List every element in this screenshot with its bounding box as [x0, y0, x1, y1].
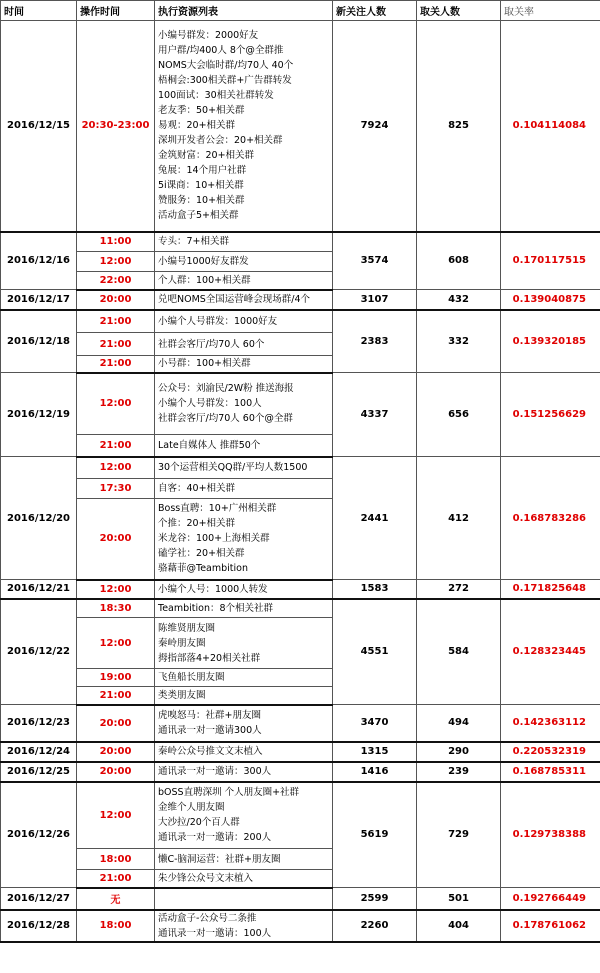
table-row [1, 782, 600, 849]
unfollow-cell: 825 [417, 21, 501, 232]
resource-line: Boss直聘：10+广州相关群 [158, 503, 277, 515]
unfollow-cell: 729 [417, 782, 501, 888]
resources-cell [155, 21, 333, 232]
resource-line: 30个运营相关QQ群/平均人数1500 [158, 462, 308, 474]
rate-cell: 0.192766449 [501, 888, 600, 910]
time-cell: 21:00 [77, 870, 155, 888]
time-cell: 22:00 [77, 272, 155, 290]
resource-line: 类类朋友圈 [158, 689, 206, 701]
resources-cell [155, 290, 333, 310]
time-cell: 12:00 [77, 373, 155, 435]
resource-line: 老友季：50+相关群 [158, 105, 245, 117]
new-followers-cell: 1315 [333, 742, 417, 762]
resources-cell [155, 762, 333, 782]
resource-line: 社群会客厅/均70人 60个 [158, 338, 265, 350]
resource-line: 社群会客厅/均70人 60个@全群 [158, 413, 293, 425]
unfollow-cell: 404 [417, 910, 501, 942]
table-row [1, 888, 600, 910]
time-cell: 12:00 [77, 580, 155, 599]
unfollow-cell: 656 [417, 373, 501, 457]
new-followers-cell: 2599 [333, 888, 417, 910]
time-cell: 12:00 [77, 457, 155, 479]
date-cell: 2016/12/25 [1, 762, 77, 782]
resource-line: 个推：20+相关群 [158, 518, 236, 530]
time-cell: 19:00 [77, 669, 155, 687]
time-cell: 20:00 [77, 705, 155, 742]
unfollow-cell: 272 [417, 580, 501, 599]
resources-cell [155, 742, 333, 762]
resource-line: 小编号1000好友群发 [158, 256, 249, 267]
resource-line: 易观：20+相关群 [158, 120, 236, 132]
resource-line: 虎嗅怒马：社群+朋友圈 [158, 710, 261, 721]
table-body [1, 21, 600, 942]
rate-cell: 0.104114084 [501, 21, 600, 232]
resource-line: 公众号：刘渝民/2W粉 推送海报 [158, 383, 294, 395]
rate-cell: 0.151256629 [501, 373, 600, 457]
table-row [1, 290, 600, 310]
resource-line: 活动盒子-公众号二条推 [158, 912, 257, 924]
resource-line: 懒C-脑洞运营：社群+朋友圈 [158, 853, 281, 865]
resources-cell [155, 849, 333, 870]
resource-line: 飞鱼船长朋友圈 [158, 672, 225, 683]
resource-line: 小编个人号：1000人转发 [158, 583, 268, 595]
resources-cell [155, 669, 333, 687]
time-cell: 12:00 [77, 252, 155, 272]
resource-line: Late自媒体人 推群50个 [158, 439, 261, 451]
resources-cell [155, 599, 333, 618]
time-cell: 11:00 [77, 232, 155, 252]
rate-cell: 0.142363112 [501, 705, 600, 742]
date-cell: 2016/12/19 [1, 373, 77, 457]
time-cell: 20:00 [77, 290, 155, 310]
rate-cell: 0.139040875 [501, 290, 600, 310]
new-followers-cell: 4337 [333, 373, 417, 457]
resource-line: 深圳开发者公会：20+相关群 [158, 135, 283, 147]
resources-cell [155, 705, 333, 742]
resources-cell [155, 870, 333, 888]
date-cell: 2016/12/23 [1, 705, 77, 742]
time-cell: 12:00 [77, 782, 155, 849]
resource-line: 兑吧NOMS全国运营峰会现场群/4个 [158, 294, 311, 305]
rate-cell: 0.171825648 [501, 580, 600, 599]
date-cell: 2016/12/24 [1, 742, 77, 762]
resource-line: 金维个人朋友圈 [158, 802, 225, 814]
resource-line: 个人群：100+相关群 [158, 274, 251, 286]
resource-line: 5i课商：10+相关群 [158, 180, 244, 192]
resource-line: 小编个人号群发：1000好友 [158, 315, 278, 327]
unfollow-cell: 501 [417, 888, 501, 910]
resource-line: NOMS大会临时群/均70人 40个 [158, 60, 294, 72]
date-cell: 2016/12/28 [1, 910, 77, 942]
time-cell: 20:00 [77, 742, 155, 762]
resources-cell [155, 888, 333, 910]
unfollow-cell: 584 [417, 599, 501, 705]
resources-cell [155, 910, 333, 942]
resource-line: 专头：7+相关群 [158, 236, 230, 248]
header-unfollow: 取关人数 [417, 1, 501, 21]
resource-line: 梧桐会:300相关群+广告群转发 [158, 75, 292, 87]
resources-cell [155, 457, 333, 479]
table-row [1, 457, 600, 479]
resource-line: 小编号群发：2000好友 [158, 30, 259, 42]
resources-cell [155, 580, 333, 599]
new-followers-cell: 4551 [333, 599, 417, 705]
unfollow-cell: 412 [417, 457, 501, 580]
resources-cell [155, 373, 333, 435]
rate-cell: 0.168785311 [501, 762, 600, 782]
header-time: 操作时间 [77, 1, 155, 21]
header-row [1, 1, 600, 21]
new-followers-cell: 3574 [333, 232, 417, 290]
time-cell: 18:30 [77, 599, 155, 618]
date-cell: 2016/12/16 [1, 232, 77, 290]
unfollow-cell: 290 [417, 742, 501, 762]
resource-line: 陈维贤朋友圈 [158, 622, 216, 634]
table-row [1, 705, 600, 742]
table-row [1, 762, 600, 782]
time-cell: 20:00 [77, 762, 155, 782]
unfollow-cell: 494 [417, 705, 501, 742]
resources-cell [155, 499, 333, 580]
table-row [1, 580, 600, 599]
resources-cell [155, 618, 333, 669]
date-cell: 2016/12/18 [1, 310, 77, 373]
unfollow-cell: 608 [417, 232, 501, 290]
table-row [1, 310, 600, 333]
table-row [1, 232, 600, 252]
resource-line: 用户群/均400人 8个@全群推 [158, 45, 284, 57]
date-cell: 2016/12/21 [1, 580, 77, 599]
resources-cell [155, 252, 333, 272]
resource-line: 拇指部落4+20相关社群 [158, 652, 261, 664]
table-row [1, 910, 600, 942]
rate-cell: 0.168783286 [501, 457, 600, 580]
resource-line: 活动盒子5+相关群 [158, 210, 239, 222]
resource-line: bOSS直聘深圳 个人朋友圈+社群 [158, 787, 300, 799]
unfollow-cell: 432 [417, 290, 501, 310]
new-followers-cell: 2441 [333, 457, 417, 580]
resource-line: 小号群：100+相关群 [158, 358, 251, 370]
time-cell: 12:00 [77, 618, 155, 669]
resources-cell [155, 272, 333, 290]
new-followers-cell: 5619 [333, 782, 417, 888]
table-row [1, 373, 600, 435]
resource-line: 朱少锋公众号文末植入 [158, 872, 254, 884]
resource-line: 大沙拉/20个百人群 [158, 817, 240, 829]
time-cell: 20:00 [77, 499, 155, 580]
new-followers-cell: 3107 [333, 290, 417, 310]
time-cell: 17:30 [77, 479, 155, 499]
new-followers-cell: 2383 [333, 310, 417, 373]
resource-line: 通讯录一对一邀请：200人 [158, 832, 272, 844]
header-date: 时间 [1, 1, 77, 21]
resource-line: Teambition：8个相关社群 [158, 602, 274, 614]
time-cell: 21:00 [77, 687, 155, 705]
header-rate: 取关率 [501, 1, 600, 21]
resource-line: 100面试：30相关社群转发 [158, 90, 274, 102]
unfollow-cell: 239 [417, 762, 501, 782]
header-new-followers: 新关注人数 [333, 1, 417, 21]
rate-cell: 0.128323445 [501, 599, 600, 705]
time-cell: 21:00 [77, 356, 155, 373]
new-followers-cell: 2260 [333, 910, 417, 942]
new-followers-cell: 3470 [333, 705, 417, 742]
resource-line: 自客：40+相关群 [158, 483, 236, 494]
resource-line: 秦岭朋友圈 [158, 637, 206, 649]
unfollow-cell: 332 [417, 310, 501, 373]
date-cell: 2016/12/27 [1, 888, 77, 910]
resources-cell [155, 232, 333, 252]
new-followers-cell: 1583 [333, 580, 417, 599]
resources-cell [155, 479, 333, 499]
resources-cell [155, 333, 333, 356]
date-cell: 2016/12/22 [1, 599, 77, 705]
resource-line: 通讯录一对一邀请：300人 [158, 766, 272, 777]
resources-cell [155, 310, 333, 333]
resource-line: 磕学社：20+相关群 [158, 548, 245, 560]
resource-line: 米龙谷：100+上海相关群 [158, 533, 270, 545]
date-cell: 2016/12/20 [1, 457, 77, 580]
resource-line: 通讯录一对一邀请：100人 [158, 927, 272, 939]
date-cell: 2016/12/17 [1, 290, 77, 310]
rate-cell: 0.220532319 [501, 742, 600, 762]
date-cell: 2016/12/15 [1, 21, 77, 232]
table-row [1, 599, 600, 618]
rate-cell: 0.170117515 [501, 232, 600, 290]
resource-line: 骆藉菲@Teambition [158, 563, 248, 575]
time-cell: 18:00 [77, 849, 155, 870]
resource-line: 秦岭公众号推文文末植入 [158, 746, 263, 757]
resource-line: 兔展：14个用户社群 [158, 165, 247, 177]
time-cell: 21:00 [77, 310, 155, 333]
rate-cell: 0.139320185 [501, 310, 600, 373]
rate-cell: 0.178761062 [501, 910, 600, 942]
time-cell: 20:30-23:00 [77, 21, 155, 232]
time-cell: 21:00 [77, 435, 155, 457]
header-resources: 执行资源列表 [155, 1, 333, 21]
new-followers-cell: 1416 [333, 762, 417, 782]
resources-cell [155, 356, 333, 373]
resource-line: 小编个人号群发：100人 [158, 398, 262, 410]
table-row [1, 742, 600, 762]
resources-cell [155, 687, 333, 705]
resources-cell [155, 782, 333, 849]
table-row [1, 21, 600, 232]
resource-line: 赞服务：10+相关群 [158, 195, 245, 207]
time-cell: 18:00 [77, 910, 155, 942]
resource-line: 金筑财富：20+相关群 [158, 150, 255, 162]
rate-cell: 0.129738388 [501, 782, 600, 888]
time-cell: 无 [77, 888, 155, 910]
date-cell: 2016/12/26 [1, 782, 77, 888]
resources-cell [155, 435, 333, 457]
resource-line: 通讯录一对一邀请300人 [158, 725, 262, 736]
time-cell: 21:00 [77, 333, 155, 356]
new-followers-cell: 7924 [333, 21, 417, 232]
